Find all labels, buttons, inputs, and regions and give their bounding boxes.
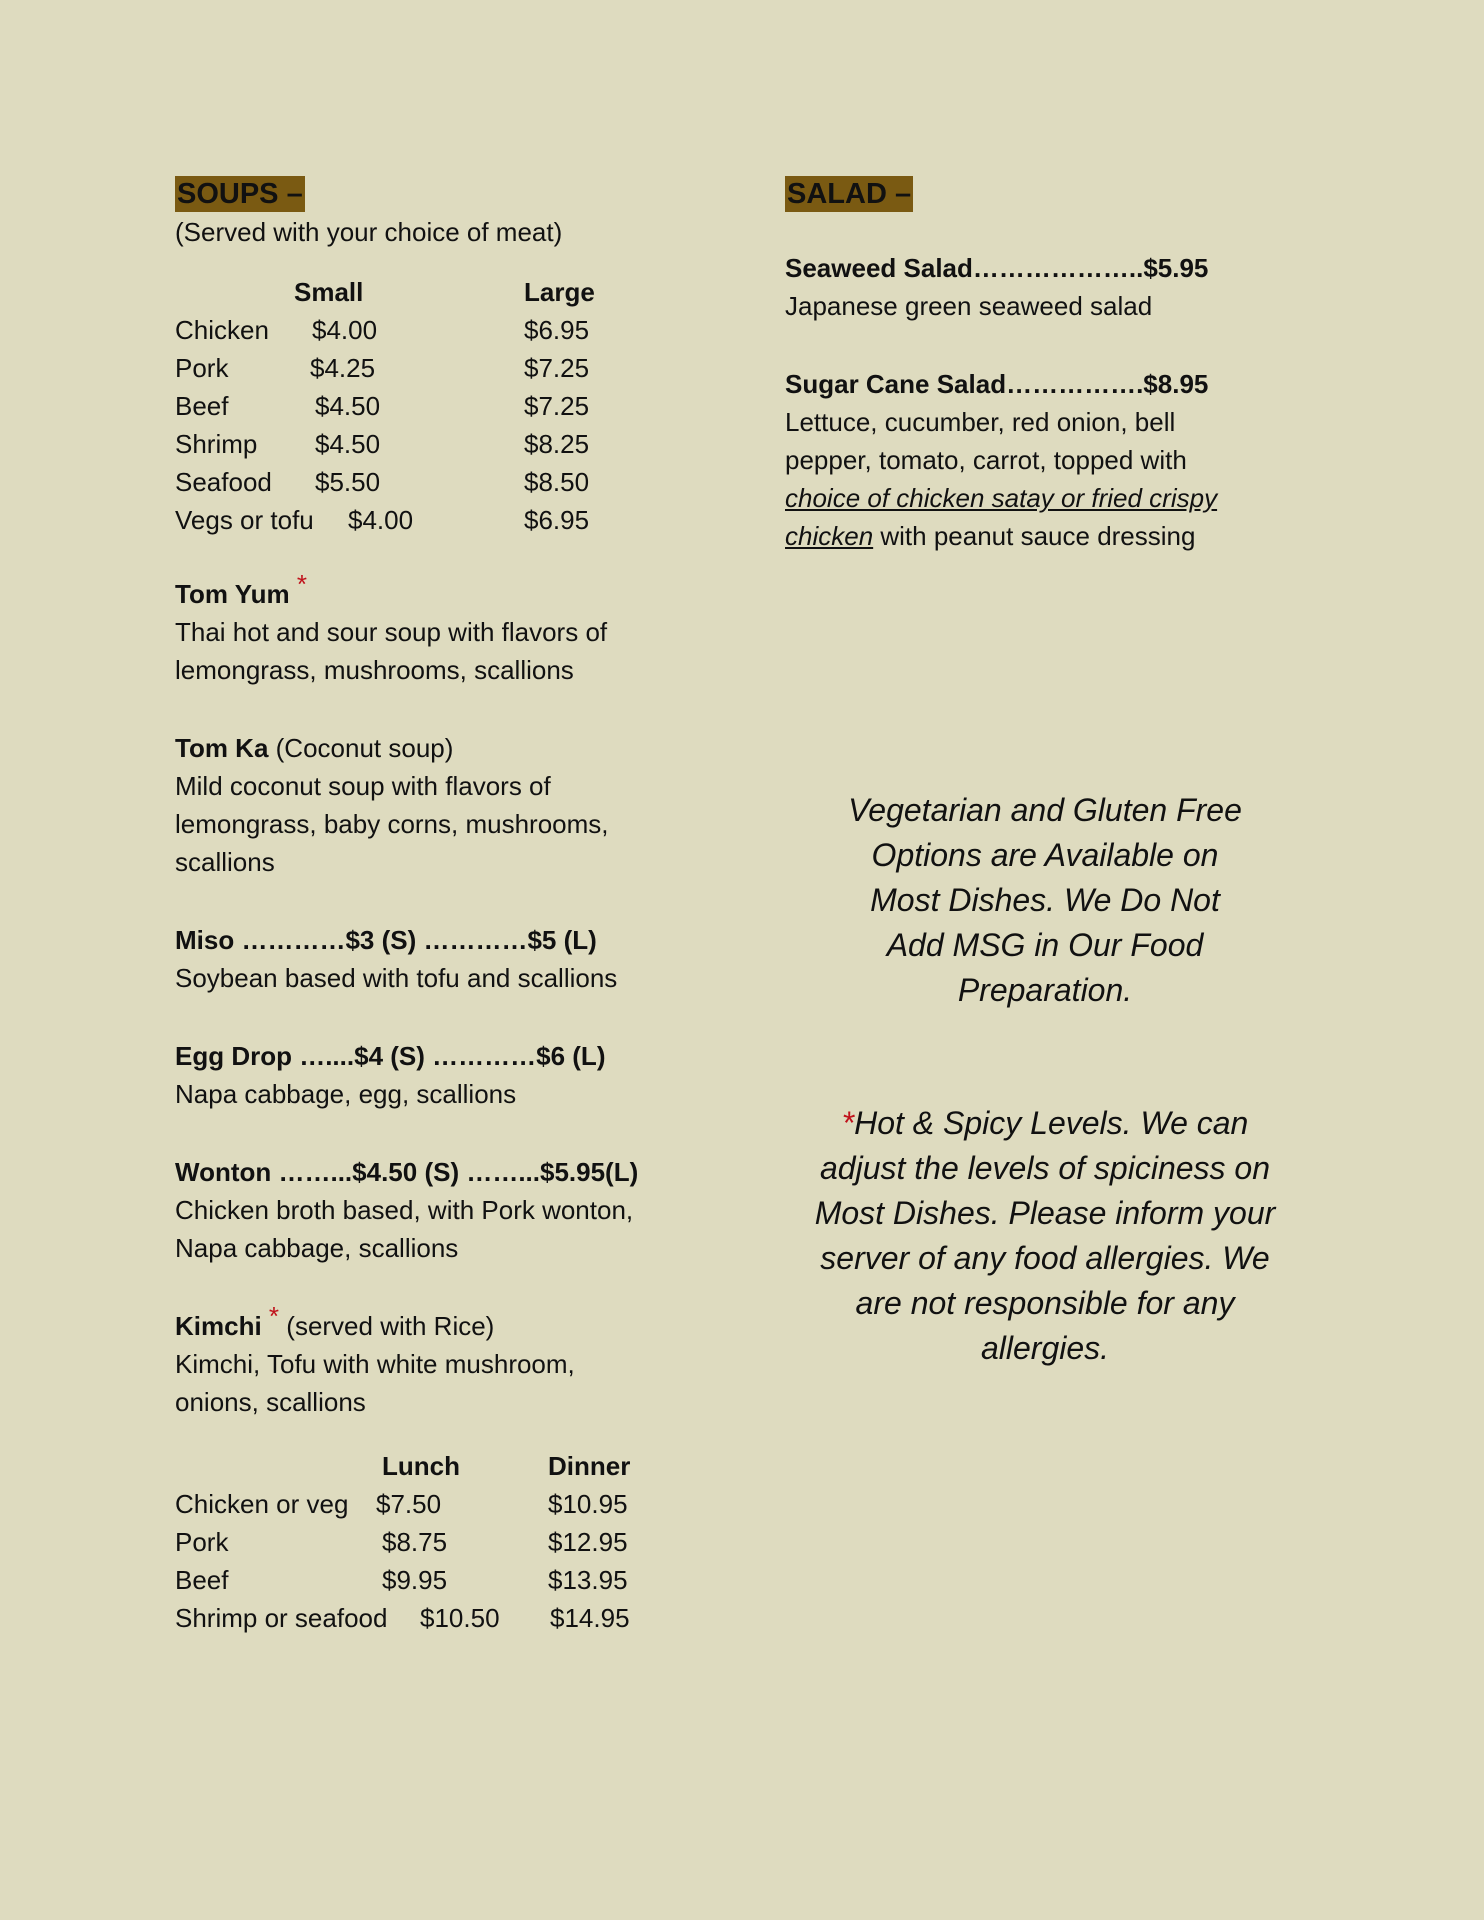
- spicy-star-icon: *: [296, 569, 307, 599]
- row-dinner-price: $13.95: [548, 1565, 628, 1595]
- table-row: [175, 349, 735, 387]
- menu-item-seaweed-salad: [785, 249, 1315, 325]
- row-lunch-price: $9.95: [382, 1565, 448, 1595]
- spicy-allergy-notice: [785, 1101, 1305, 1371]
- item-desc: Thai hot and sour soup with flavors of: [175, 617, 608, 647]
- item-desc: Chicken broth based, with Pork wonton,: [175, 1195, 634, 1225]
- item-title: Miso …………$3 (S) …………$5 (L): [175, 925, 597, 955]
- notice-line: are not responsible for any: [855, 1285, 1235, 1321]
- item-extra: (served with Rice): [286, 1311, 495, 1341]
- notice-line: Add MSG in Our Food: [886, 927, 1204, 963]
- item-desc: scallions: [175, 847, 275, 877]
- item-desc: pepper, tomato, carrot, topped with: [785, 445, 1187, 475]
- notice-line: allergies.: [980, 1330, 1110, 1366]
- row-dinner-price: $10.95: [548, 1489, 628, 1519]
- item-title: Seaweed Salad………………..$5.95: [785, 253, 1209, 283]
- row-lunch-price: $10.50: [420, 1603, 500, 1633]
- menu-item-miso: [175, 921, 735, 997]
- item-title: Egg Drop …....$4 (S) …………$6 (L): [175, 1041, 606, 1071]
- menu-item-wonton: [175, 1153, 735, 1267]
- notice-line: Most Dishes. We Do Not: [870, 882, 1220, 918]
- col-header-large: Large: [524, 277, 595, 307]
- item-name: Tom Yum: [175, 579, 290, 609]
- item-desc: Napa cabbage, egg, scallions: [175, 1079, 517, 1109]
- row-lunch-price: $7.50: [376, 1489, 442, 1519]
- row-name: Shrimp or seafood: [175, 1603, 388, 1633]
- row-large-price: $8.50: [524, 467, 590, 497]
- item-desc: Lettuce, cucumber, red onion, bell: [785, 407, 1176, 437]
- item-name: Tom Ka: [175, 733, 269, 763]
- item-desc: lemongrass, baby corns, mushrooms,: [175, 809, 609, 839]
- salad-section: [785, 175, 1315, 555]
- row-large-price: $7.25: [524, 353, 590, 383]
- row-name: Chicken: [175, 315, 269, 345]
- row-large-price: $6.95: [524, 505, 590, 535]
- menu-item-egg-drop: [175, 1037, 735, 1113]
- soups-note: (Served with your choice of meat): [175, 217, 563, 247]
- row-lunch-price: $8.75: [382, 1527, 448, 1557]
- row-large-price: $7.25: [524, 391, 590, 421]
- item-extra: (Coconut soup): [268, 733, 454, 763]
- row-small-price: $4.00: [348, 505, 414, 535]
- table-row: [175, 1561, 735, 1599]
- menu-item-tom-ka: [175, 729, 735, 881]
- table-row: [175, 501, 735, 539]
- table-row: [175, 463, 735, 501]
- item-desc-highlight: chicken: [785, 521, 874, 551]
- menu-item-sugar-cane-salad: [785, 365, 1315, 555]
- salad-heading: SALAD –: [787, 178, 912, 210]
- row-name: Pork: [175, 1527, 229, 1557]
- col-header-lunch: Lunch: [382, 1451, 460, 1481]
- item-desc: Mild coconut soup with flavors of: [175, 771, 551, 801]
- vegetarian-notice: [785, 788, 1305, 1013]
- table-row: [175, 387, 735, 425]
- col-header-dinner: Dinner: [548, 1451, 631, 1481]
- notice-line: Vegetarian and Gluten Free: [848, 792, 1242, 828]
- item-desc: lemongrass, mushrooms, scallions: [175, 655, 574, 685]
- item-desc-highlight: choice of chicken satay or fried crispy: [785, 483, 1218, 513]
- notice-line: Most Dishes. Please inform your: [814, 1195, 1276, 1231]
- row-name: Beef: [175, 391, 229, 421]
- spicy-star-icon: *: [841, 1105, 855, 1141]
- item-desc: onions, scallions: [175, 1387, 366, 1417]
- table-row: [175, 1485, 735, 1523]
- soups-heading: SOUPS –: [177, 178, 303, 210]
- item-desc: Napa cabbage, scallions: [175, 1233, 459, 1263]
- item-desc: Japanese green seaweed salad: [785, 291, 1153, 321]
- table-row: [175, 1523, 735, 1561]
- row-small-price: $4.50: [315, 391, 381, 421]
- row-small-price: $4.00: [312, 315, 378, 345]
- row-name: Chicken or veg: [175, 1489, 349, 1519]
- item-title: Wonton ……...$4.50 (S) ……...$5.95(L): [175, 1157, 639, 1187]
- table-row: [175, 425, 735, 463]
- row-small-price: $4.50: [315, 429, 381, 459]
- notice-line: Preparation.: [957, 972, 1133, 1008]
- menu-item-tom-yum: [175, 569, 735, 689]
- item-desc: with peanut sauce dressing: [873, 521, 1196, 551]
- row-small-price: $4.25: [310, 353, 376, 383]
- kimchi-price-table: [175, 1447, 735, 1637]
- item-desc: Kimchi, Tofu with white mushroom,: [175, 1349, 575, 1379]
- table-row: [175, 1599, 735, 1637]
- row-name: Beef: [175, 1565, 229, 1595]
- spicy-star-icon: *: [268, 1301, 280, 1331]
- row-large-price: $6.95: [524, 315, 590, 345]
- row-dinner-price: $14.95: [550, 1603, 630, 1633]
- item-title: Sugar Cane Salad…………….$8.95: [785, 369, 1209, 399]
- row-name: Pork: [175, 353, 229, 383]
- row-dinner-price: $12.95: [548, 1527, 628, 1557]
- notice-line: adjust the levels of spiciness on: [819, 1150, 1271, 1186]
- row-large-price: $8.25: [524, 429, 590, 459]
- notice-line: Options are Available on: [871, 837, 1219, 873]
- row-name: Vegs or tofu: [175, 505, 314, 535]
- row-name: Seafood: [175, 467, 272, 497]
- notice-line: Hot & Spicy Levels. We can: [854, 1105, 1249, 1141]
- notice-line: server of any food allergies. We: [820, 1240, 1270, 1276]
- table-row: [175, 311, 735, 349]
- menu-item-kimchi: [175, 1301, 735, 1421]
- row-small-price: $5.50: [315, 467, 381, 497]
- col-header-small: Small: [294, 277, 364, 307]
- soups-section: [175, 175, 735, 1637]
- item-name: Kimchi: [175, 1311, 262, 1341]
- soup-size-table: [175, 273, 735, 539]
- row-name: Shrimp: [175, 429, 258, 459]
- item-desc: Soybean based with tofu and scallions: [175, 963, 618, 993]
